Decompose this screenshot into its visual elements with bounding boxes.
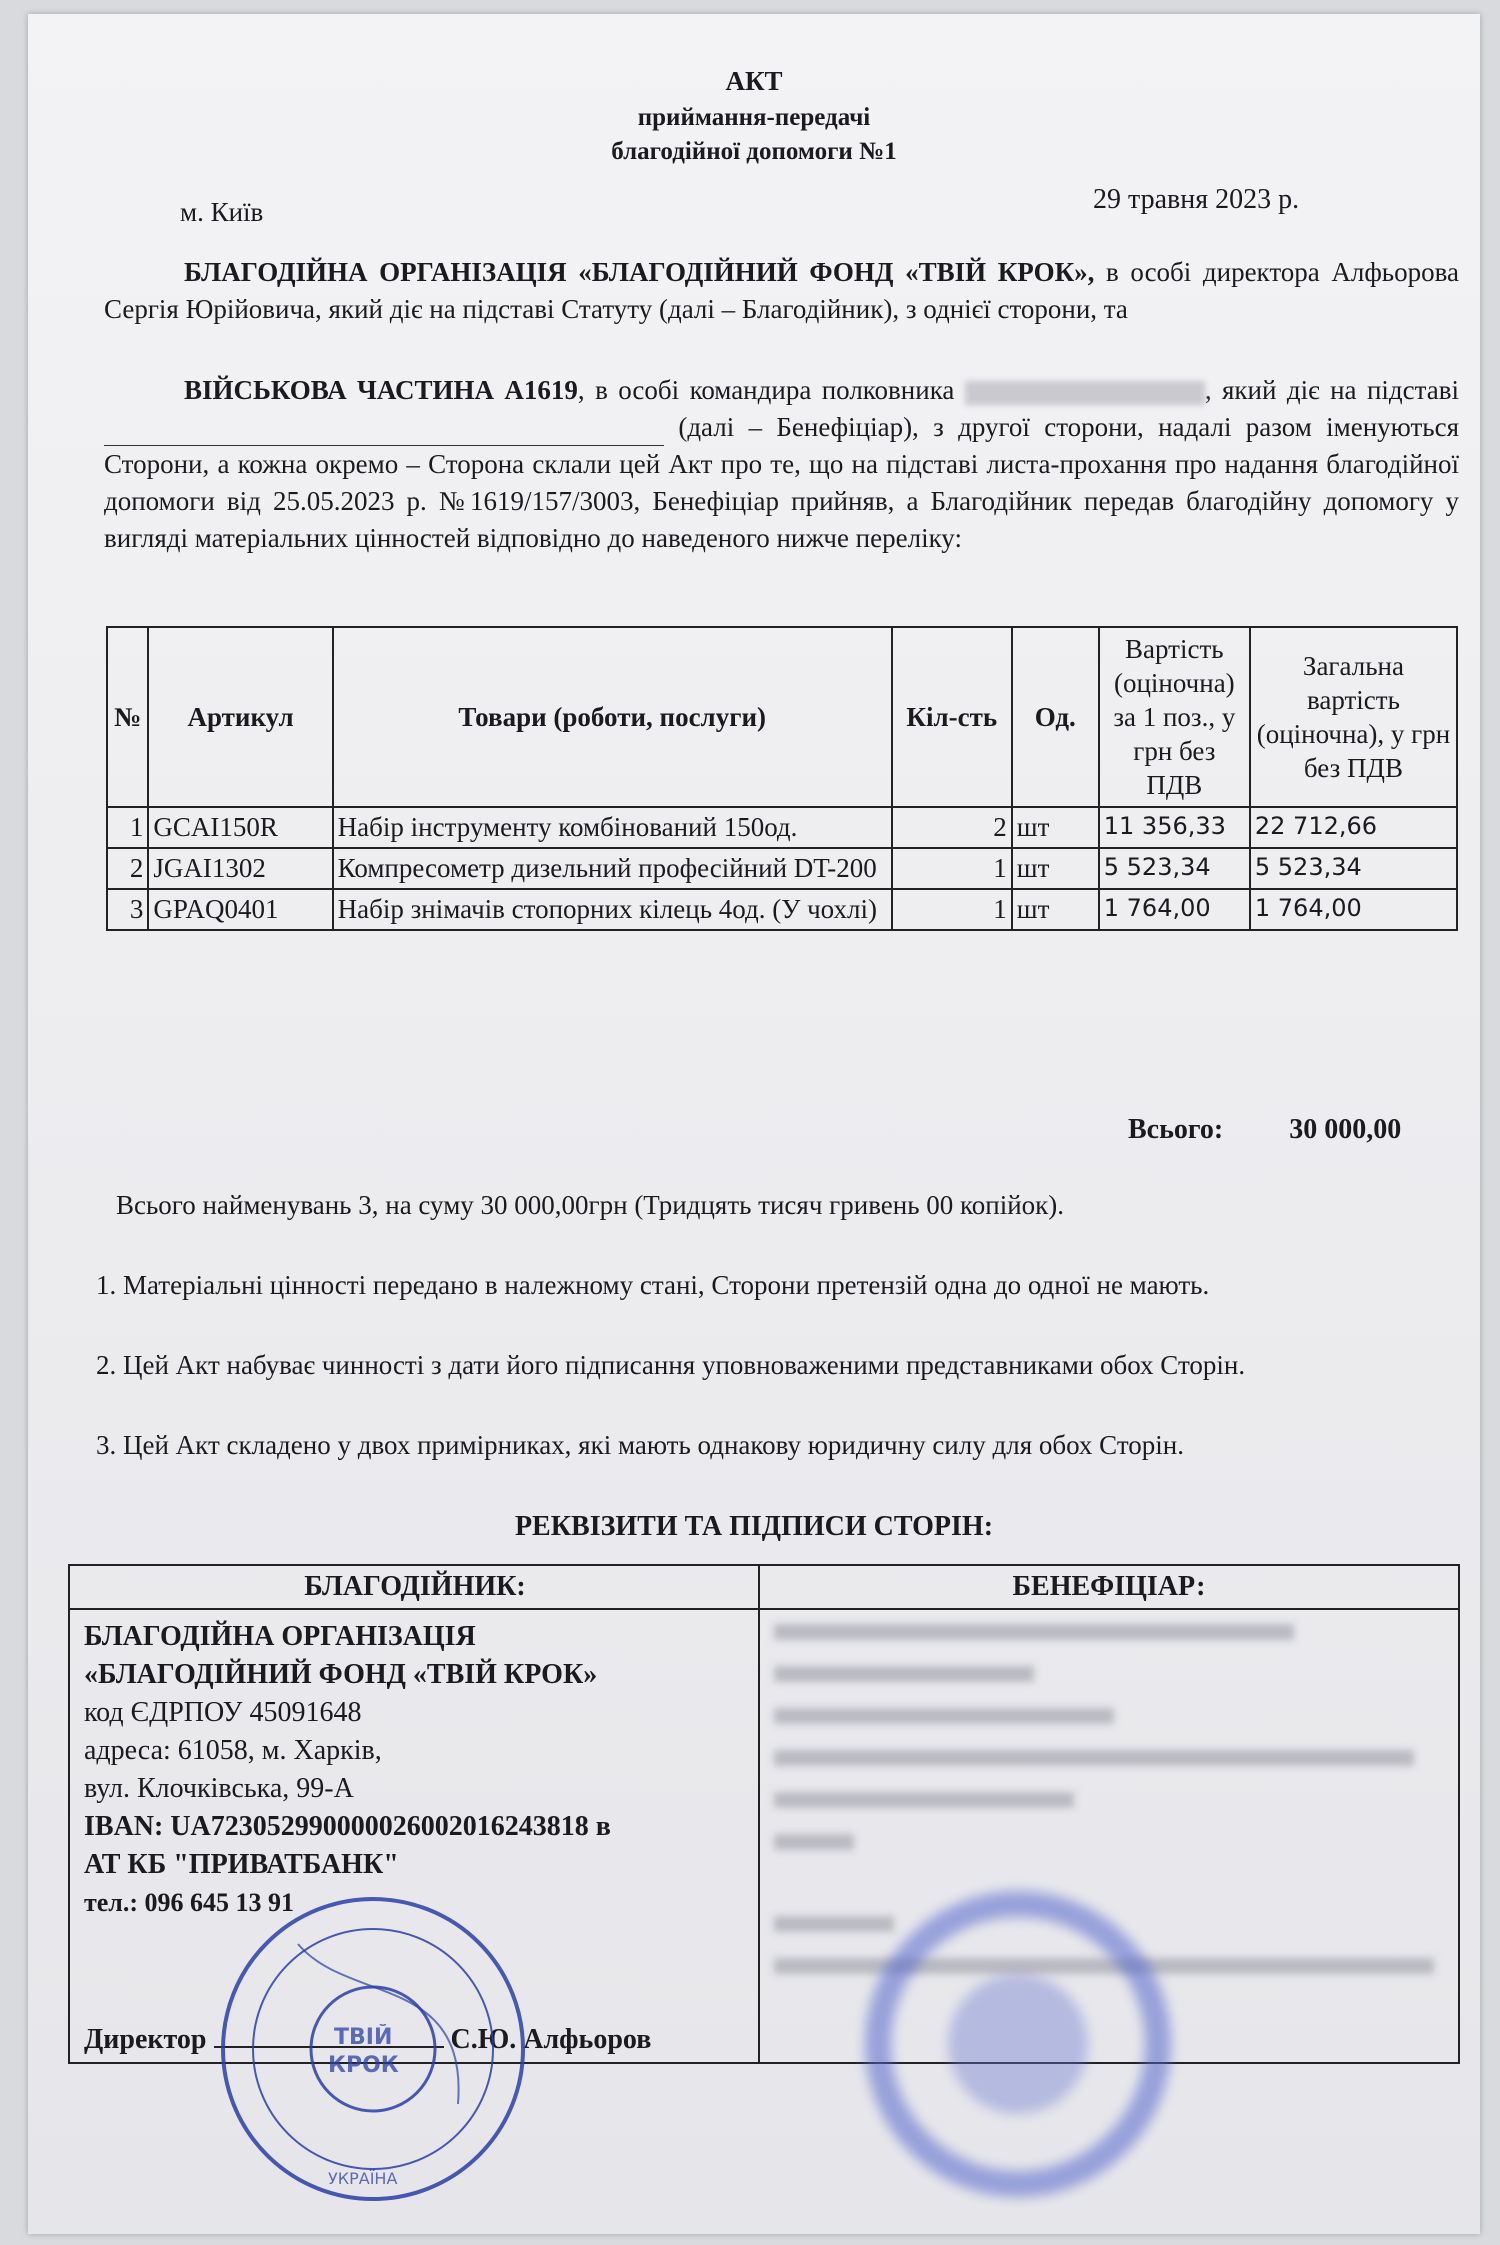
- director-name: С.Ю. Алфьоров: [450, 2024, 652, 2055]
- goods-table: [106, 626, 1458, 931]
- donor-address-2: вул. Клочківська, 99-А: [84, 1773, 354, 1804]
- cell-article: JGAI1302: [148, 848, 332, 889]
- cell-unit-price: 1 764,00: [1099, 889, 1250, 930]
- cell-goods: Набір знімачів стопорних кілець 4од. (У чохлі): [333, 889, 892, 930]
- total-value: 30 000,00: [1289, 1114, 1402, 1145]
- beneficiary-text-3: (далі – Бенефіціар), з другої сторони, надалі разом іменуються Сторони, а кожна окремо – Сторона склали цей Акт про те, що на підставі листа-прохання про надання благодійної допомоги від 25.05.2023 р. №1619/157/3003, Бенефіціар прийняв, а Благодійник передав благодійну допомогу у вигляді матеріальних цінностей відповідно до наведеного нижче переліку:: [104, 412, 1460, 553]
- cell-unit: шт: [1012, 807, 1099, 848]
- cell-unit-price: 5 523,34: [1099, 848, 1250, 889]
- donor-column-head: БЛАГОДІЙНИК:: [70, 1566, 760, 1610]
- document-subtitle-1: приймання-передачі: [637, 104, 871, 131]
- beneficiary-text-2: , який діє на підставі: [1204, 375, 1460, 405]
- clause-3: 3. Цей Акт складено у двох примірниках, які мають однакову юридичну силу для обох Сторін.: [96, 1430, 1184, 1460]
- header-qty: Кіл-сть: [892, 627, 1012, 807]
- round-seal-stamp-blurred-icon: [858, 1884, 1178, 2204]
- round-seal-stamp-icon: [208, 1884, 538, 2214]
- header-unit: Од.: [1012, 627, 1099, 807]
- table-row: [107, 889, 1457, 930]
- cell-total: 22 712,66: [1250, 807, 1457, 848]
- cell-no: 2: [107, 848, 148, 889]
- header-no: №: [107, 627, 148, 807]
- document-date: 29 травня 2023 р.: [1093, 184, 1300, 215]
- table-row: [107, 848, 1457, 889]
- beneficiary-column-head: БЕНЕФІЦІАР:: [760, 1566, 1458, 1610]
- cell-qty: 1: [892, 848, 1012, 889]
- table-header-row: [107, 627, 1457, 807]
- donor-org-line-1: БЛАГОДІЙНА ОРГАНІЗАЦІЯ: [84, 1621, 476, 1652]
- cell-unit-price: 11 356,33: [1099, 807, 1250, 848]
- city: м. Київ: [180, 197, 264, 227]
- svg-text:КРОК: КРОК: [328, 2053, 399, 2078]
- document-title: АКТ: [725, 66, 783, 96]
- cell-qty: 1: [892, 889, 1012, 930]
- document-subtitle-2: благодійної допомоги №1: [611, 138, 897, 165]
- intro-paragraph-beneficiary: [104, 372, 1459, 557]
- beneficiary-name: ВІЙСЬКОВА ЧАСТИНА А1619: [184, 375, 578, 405]
- cell-total: 5 523,34: [1250, 848, 1457, 889]
- cell-qty: 2: [892, 807, 1012, 848]
- redacted-name: [965, 381, 1205, 405]
- donor-name: БЛАГОДІЙНА ОРГАНІЗАЦІЯ «БЛАГОДІЙНИЙ ФОНД «ТВІЙ КРОК»,: [184, 257, 1095, 287]
- donor-text: в особі директора Алфьорова Сергія Юрійовича, який діє на підставі Статуту (далі – Благодійник), з однієї сторони, та: [104, 257, 1459, 324]
- svg-text:ТВІЙ: ТВІЙ: [334, 2025, 393, 2050]
- donor-edrpou: код ЄДРПОУ 45091648: [84, 1697, 362, 1728]
- header-unit-price: Вартість (оціночна) за 1 поз., у грн без ПДВ: [1099, 627, 1250, 807]
- total-summary: Всього найменувань 3, на суму 30 000,00грн (Тридцять тисяч гривень 00 копійок).: [116, 1190, 1065, 1220]
- cell-goods: Набір інструменту комбінований 150од.: [333, 807, 892, 848]
- header-goods: Товари (роботи, послуги): [333, 627, 892, 807]
- cell-article: GCAI150R: [148, 807, 332, 848]
- cell-total: 1 764,00: [1250, 889, 1457, 930]
- director-label: Директор: [84, 2024, 207, 2055]
- total-line: [1128, 1114, 1401, 1146]
- cell-unit: шт: [1012, 848, 1099, 889]
- cell-article: GPAQ0401: [148, 889, 332, 930]
- cell-goods: Компресометр дизельний професійний DT-200: [333, 848, 892, 889]
- header-article: Артикул: [148, 627, 332, 807]
- cell-unit: шт: [1012, 889, 1099, 930]
- cell-no: 3: [107, 889, 148, 930]
- svg-text:УКРАЇНА: УКРАЇНА: [328, 2169, 398, 2188]
- donor-phone: тел.: 096 645 13 91: [84, 1888, 295, 1917]
- clause-1: 1. Матеріальні цінності передано в належному стані, Сторони претензій одна до одної не мають.: [96, 1270, 1210, 1300]
- cell-no: 1: [107, 807, 148, 848]
- requisites-heading: РЕКВІЗИТИ ТА ПІДПИСИ СТОРІН:: [514, 1511, 994, 1542]
- donor-iban: IBAN: UA723052990000026002016243818 в: [84, 1811, 611, 1842]
- clause-2: 2. Цей Акт набуває чинності з дати його підписання уповноваженими представниками обох Сторін.: [96, 1350, 1246, 1380]
- beneficiary-text-1: , в особі командира полковника: [577, 375, 955, 405]
- donor-details: [70, 1610, 760, 1930]
- header-total-price: Загальна вартість (оціночна), у грн без ПДВ: [1250, 627, 1457, 807]
- document-sheet: [28, 14, 1480, 2234]
- donor-bank: АТ КБ "ПРИВАТБАНК": [84, 1849, 399, 1880]
- total-label: Всього:: [1128, 1114, 1224, 1145]
- intro-paragraph-donor: [104, 254, 1459, 328]
- table-row: [107, 807, 1457, 848]
- blank-line: [104, 421, 664, 446]
- donor-address-1: адреса: 61058, м. Харків,: [84, 1735, 382, 1766]
- donor-org-line-2: «БЛАГОДІЙНИЙ ФОНД «ТВІЙ КРОК»: [84, 1659, 598, 1690]
